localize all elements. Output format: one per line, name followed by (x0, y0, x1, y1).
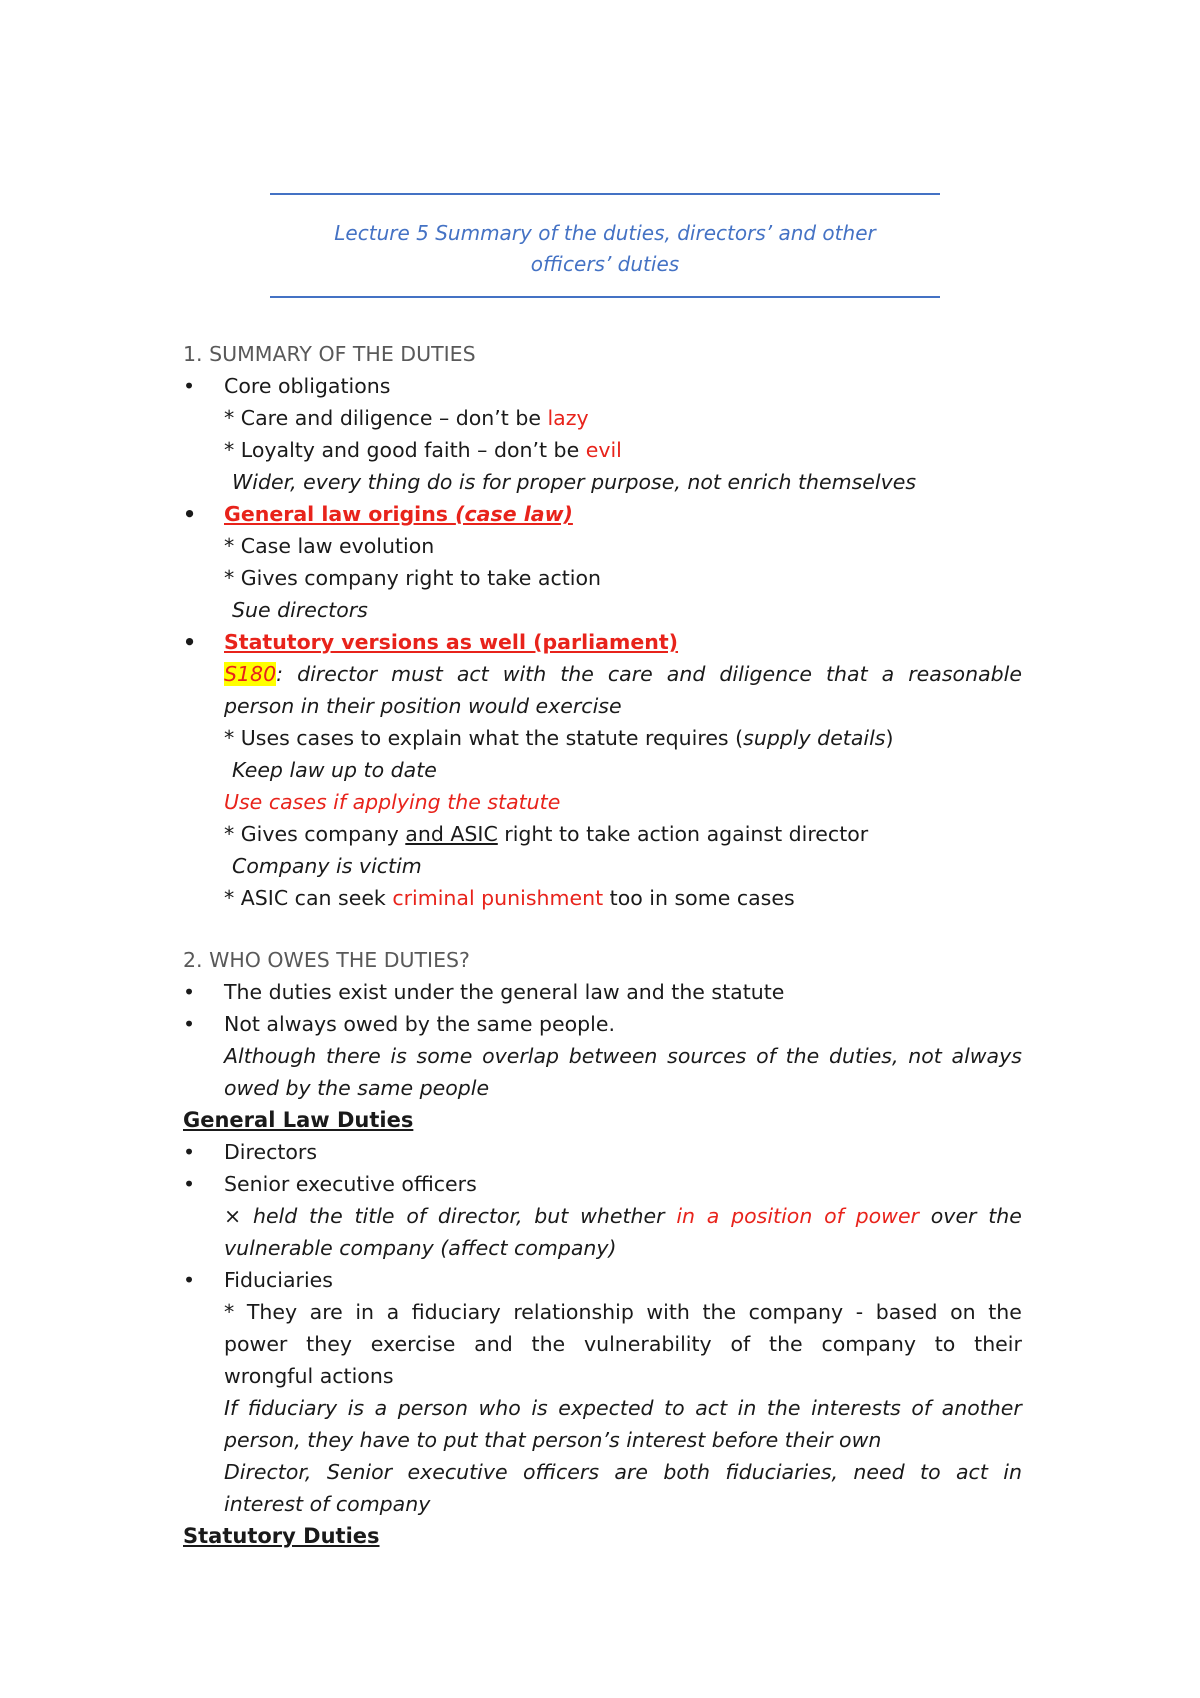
word: need (853, 1460, 905, 1484)
bullet-dot: • (183, 980, 196, 1004)
and-asic-underlined: and ASIC (405, 822, 498, 846)
bullet-dot: • (183, 1268, 196, 1292)
word: the (988, 1204, 1022, 1228)
bullet-text: Fiduciaries (224, 1268, 333, 1292)
criminal-red: criminal punishment (392, 886, 604, 910)
bullet-text: Core obligations (224, 374, 391, 398)
word: a (374, 1396, 388, 1420)
word: is (531, 1396, 548, 1420)
word: Senior (326, 1460, 393, 1484)
word: reasonable (908, 662, 1022, 686)
word: company (821, 1332, 916, 1356)
word: the (988, 1300, 1022, 1324)
red-word: position (731, 1204, 813, 1228)
red-word: a (706, 1204, 720, 1228)
word: expected (558, 1396, 654, 1420)
word: whether (580, 1204, 665, 1228)
word: Director, (224, 1460, 312, 1484)
asic-right-line (224, 820, 868, 848)
word: × (224, 1204, 242, 1228)
general-law-text: General law origins (224, 502, 456, 526)
keep-law-note: Keep law up to date (232, 758, 437, 782)
wrongful-actions-line: wrongful actions (224, 1364, 394, 1388)
wider-note: Wider, every thing do is for proper purpose, not enrich themselves (232, 470, 917, 494)
word: the (560, 662, 594, 686)
word: sources (667, 1044, 747, 1068)
word: over (930, 1204, 977, 1228)
word: relationship (513, 1300, 634, 1324)
section-2-heading: 2. WHO OWES THE DUTIES? (183, 948, 470, 972)
loyalty-text: * Loyalty and good faith – don’t be (224, 438, 586, 462)
word: the (531, 1332, 566, 1356)
word: of (406, 1204, 427, 1228)
title-top-rule (270, 193, 940, 195)
word: and (666, 662, 706, 686)
word: If (224, 1396, 238, 1420)
word: diligence (719, 662, 812, 686)
word: : director (276, 662, 378, 686)
bullet-text: Statutory versions as well (parliament) (224, 630, 679, 654)
overlap-line (224, 1042, 1022, 1070)
word: the (766, 1396, 801, 1420)
word: of (730, 1332, 751, 1356)
fiduciary-relationship-line (224, 1298, 1022, 1326)
bullet-dot: • (183, 1172, 196, 1196)
section-1-heading: 1. SUMMARY OF THE DUTIES (183, 342, 476, 366)
bullet-dot: • (183, 630, 197, 654)
word: on (950, 1300, 976, 1324)
word: always (951, 1044, 1022, 1068)
gives-company-right: * Gives company right to take action (224, 566, 602, 590)
bullet-text (224, 500, 573, 528)
word: some (416, 1044, 473, 1068)
word: with (502, 662, 547, 686)
word: to (920, 1460, 941, 1484)
word: the (769, 1332, 803, 1356)
word: vulnerability (583, 1332, 712, 1356)
word: that (826, 662, 868, 686)
word: executive (407, 1460, 508, 1484)
red-word: of (824, 1204, 844, 1228)
word: - (855, 1300, 864, 1324)
word: They (246, 1300, 298, 1324)
word: the (785, 1044, 820, 1068)
overlap-line-2: owed by the same people (224, 1076, 490, 1100)
word: another (941, 1396, 1022, 1420)
asic-text: * Gives company (224, 822, 406, 846)
bullet-dot: • (183, 502, 197, 526)
word: act (956, 1460, 988, 1484)
word: are (309, 1300, 343, 1324)
word: both (663, 1460, 710, 1484)
care-diligence-line (224, 404, 589, 432)
word: overlap (482, 1044, 560, 1068)
word: to (664, 1396, 685, 1420)
care-red-word: lazy (547, 406, 589, 430)
criminal-text: * ASIC can seek (224, 886, 393, 910)
word: act (456, 662, 489, 686)
word: the (309, 1204, 343, 1228)
word: must (391, 662, 443, 686)
title-line-2: officers’ duties (530, 252, 680, 276)
s180-line (224, 660, 1022, 688)
word: the (702, 1300, 737, 1324)
bullet-dot: • (183, 1140, 196, 1164)
word: held (252, 1204, 298, 1228)
word: officers (522, 1460, 599, 1484)
s180-line-2: person in their position would exercise (224, 694, 622, 718)
if-fiduciary-line (224, 1394, 1022, 1422)
use-cases-note: Use cases if applying the statute (224, 790, 561, 814)
word: duties, (828, 1044, 899, 1068)
word: * (224, 1300, 235, 1324)
word: fiduciaries, (725, 1460, 839, 1484)
director-seo-line (224, 1458, 1022, 1486)
word: title (354, 1204, 395, 1228)
interest-of-company-line: interest of company (224, 1492, 431, 1516)
criminal-punishment-line (224, 884, 795, 912)
word: act (695, 1396, 728, 1420)
word: a (881, 662, 895, 686)
general-law-duties-heading: General Law Duties (183, 1108, 414, 1132)
bullet-dot: • (183, 374, 196, 398)
held-title-line (224, 1202, 1022, 1230)
word: to (934, 1332, 956, 1356)
supply-details: supply details (743, 726, 886, 750)
word: in (1003, 1460, 1022, 1484)
word: they (306, 1332, 352, 1356)
case-law-evolution: * Case law evolution (224, 534, 435, 558)
word: director, (437, 1204, 523, 1228)
word: is (390, 1044, 407, 1068)
word: in (355, 1300, 375, 1324)
uses-text: * Uses cases to explain what the statute requires ( (224, 726, 744, 750)
document-title (270, 218, 940, 280)
vulnerable-company-line: vulnerable company (affect company) (224, 1236, 617, 1260)
word: not (908, 1044, 942, 1068)
word: of (911, 1396, 932, 1420)
red-word: in (676, 1204, 696, 1228)
s180-label: S180 (224, 662, 277, 686)
word: power (224, 1332, 288, 1356)
bullet-text: Senior executive officers (224, 1172, 477, 1196)
word: in (737, 1396, 757, 1420)
red-word: power (855, 1204, 919, 1228)
uses-close: ) (885, 726, 894, 750)
case-law-italic: (case law) (455, 502, 573, 526)
criminal-text-end: too in some cases (603, 886, 795, 910)
loyalty-line (224, 436, 622, 464)
word: who (478, 1396, 521, 1420)
statutory-duties-heading: Statutory Duties (183, 1524, 380, 1548)
word: but (534, 1204, 569, 1228)
care-text: * Care and diligence – don’t be (224, 406, 548, 430)
if-fiduciary-line-2: person, they have to put that person’s interest before their own (224, 1428, 882, 1452)
title-bottom-rule (270, 296, 940, 298)
bullet-dot: • (183, 1012, 196, 1036)
word: their (974, 1332, 1022, 1356)
company-victim-note: Company is victim (232, 854, 422, 878)
word: fiduciary (411, 1300, 501, 1324)
word: there (326, 1044, 381, 1068)
word: are (614, 1460, 648, 1484)
asic-text-end: right to take action against director (497, 822, 869, 846)
uses-cases-line (224, 724, 893, 752)
bullet-text: The duties exist under the general law and the statute (224, 980, 785, 1004)
word: care (607, 662, 653, 686)
bullet-text: Not always owed by the same people. (224, 1012, 615, 1036)
fiduciary-power-line (224, 1330, 1022, 1358)
word: exercise (370, 1332, 456, 1356)
word: person (397, 1396, 468, 1420)
loyalty-red-word: evil (585, 438, 622, 462)
word: a (386, 1300, 400, 1324)
bullet-text: Directors (224, 1140, 318, 1164)
title-line-1: Lecture 5 Summary of the duties, directors’ and other (334, 221, 876, 245)
word: fiduciary (247, 1396, 338, 1420)
word: company (748, 1300, 844, 1324)
word: and (474, 1332, 513, 1356)
word: based (875, 1300, 938, 1324)
word: Although (224, 1044, 317, 1068)
word: with (646, 1300, 690, 1324)
word: of (756, 1044, 776, 1068)
sue-directors-note: Sue directors (232, 598, 368, 622)
word: is (347, 1396, 365, 1420)
word: interests (811, 1396, 901, 1420)
word: between (568, 1044, 658, 1068)
